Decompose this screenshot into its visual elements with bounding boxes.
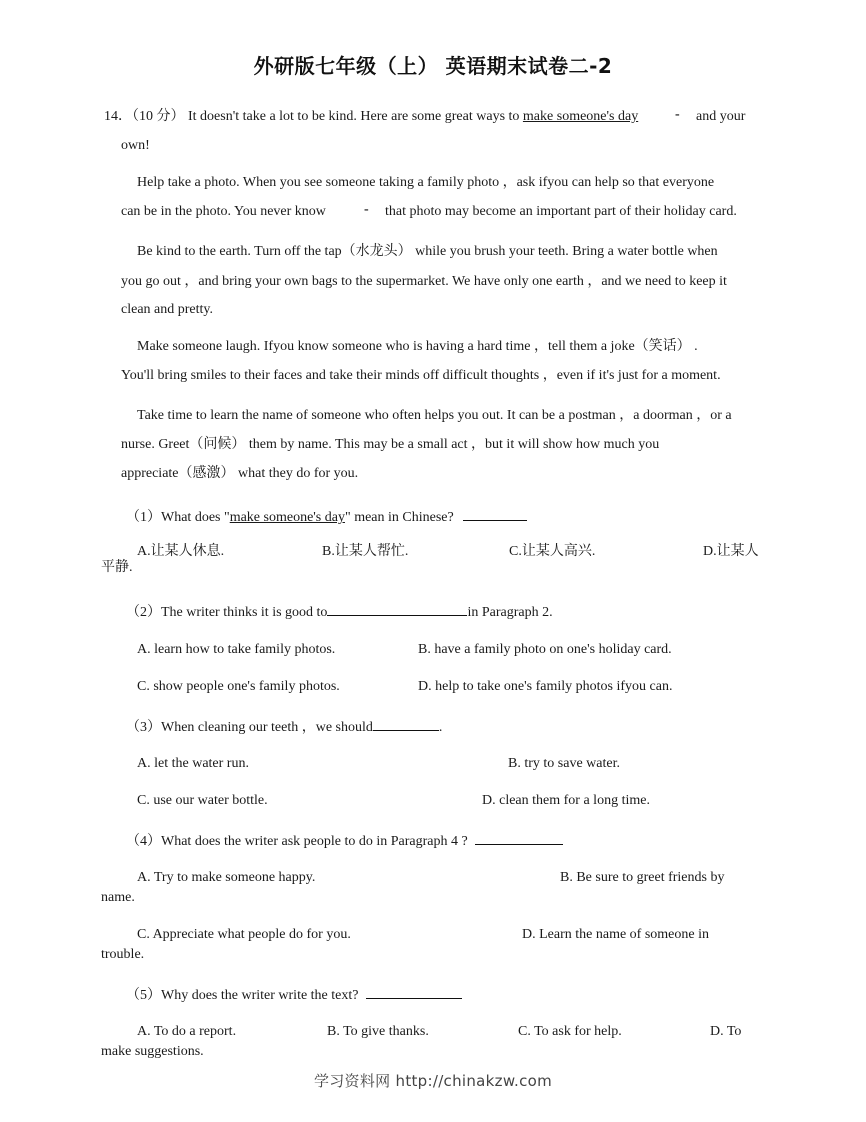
q1-stem-text: （1）What does ": [126, 510, 230, 525]
paragraph-3-line-1: Be kind to the earth. Turn off the tap（水龙头） while you brush your teeth. Bring a water bottle when: [137, 244, 718, 259]
q5-option-d[interactable]: D. To: [710, 1024, 742, 1039]
q4-option-b-cont: name.: [101, 890, 135, 905]
q5-stem: [126, 984, 462, 1005]
q2-option-c[interactable]: C. show people one's family photos.: [137, 679, 340, 694]
paragraph-4-line-1: Make someone laugh. Ifyou know someone who is having a hard time ，tell them a joke（笑话） .: [137, 339, 698, 354]
footer-watermark: 学习资料网 http://chinakzw.com: [313, 1072, 553, 1090]
q5-option-a[interactable]: A. To do a report.: [137, 1024, 237, 1039]
q4-stem-text: （4）What does the writer ask people to do in Paragraph 4 ?: [126, 834, 468, 849]
q1-option-d[interactable]: D.让某人: [703, 544, 759, 559]
q4-option-d[interactable]: D. Learn the name of someone in: [522, 927, 709, 942]
q1-option-a[interactable]: A.让某人休息.: [137, 544, 225, 559]
paragraph-5-line-2: nurse. Greet（问候） them by name. This may be a small act ，but it will show how much you: [121, 437, 660, 452]
q2-option-b[interactable]: B. have a family photo on one's holiday card.: [418, 642, 672, 657]
q3-option-d[interactable]: D. clean them for a long time.: [482, 793, 650, 808]
q3-answer-blank[interactable]: [373, 716, 439, 731]
q3-stem: [126, 716, 442, 737]
q3-option-a[interactable]: A. let the water run.: [137, 756, 249, 771]
q1-option-c[interactable]: C.让某人高兴.: [509, 544, 596, 559]
q1-stem-phrase: make someone's day: [229, 510, 345, 525]
q4-stem: [126, 830, 563, 851]
paragraph-3-line-2: you go out ，and bring your own bags to the supermarket. We have only one earth ，and we need to keep it: [121, 274, 727, 289]
q2-stem-text-end: in Paragraph 2.: [467, 605, 553, 620]
q3-option-c[interactable]: C. use our water bottle.: [137, 793, 268, 808]
q2-stem-text: （2）The writer thinks it is good to: [126, 605, 328, 620]
q2-option-a[interactable]: A. learn how to take family photos.: [137, 642, 336, 657]
q5-option-d-cont: make suggestions.: [101, 1044, 204, 1059]
q1-stem: [126, 506, 527, 527]
q2-stem: [126, 601, 553, 622]
q1-stem-text-end: " mean in Chinese?: [344, 510, 454, 525]
paragraph-2-line-1: Help take a photo. When you see someone taking a family photo ，ask ifyou can help so that everyone: [137, 175, 715, 190]
q3-stem-text-end: .: [438, 720, 443, 735]
intro-dash: -: [675, 107, 680, 122]
paragraph-2-dash: -: [364, 202, 369, 217]
q2-answer-blank[interactable]: [327, 601, 467, 616]
q1-option-d-cont: 平静.: [101, 560, 133, 575]
question-number: 14．（10 分）: [104, 109, 185, 124]
q5-stem-text: （5）Why does the writer write the text?: [126, 988, 359, 1003]
q4-option-a[interactable]: A. Try to make someone happy.: [137, 870, 316, 885]
q5-answer-blank[interactable]: [366, 984, 462, 999]
q1-option-b[interactable]: B.让某人帮忙.: [322, 544, 409, 559]
q4-answer-blank[interactable]: [475, 830, 563, 845]
paragraph-5-line-3: appreciate（感激） what they do for you.: [121, 466, 359, 481]
q4-option-c[interactable]: C. Appreciate what people do for you.: [137, 927, 351, 942]
paragraph-2-line-2a: can be in the photo. You never know: [121, 204, 326, 219]
intro-text-cont: own!: [121, 138, 150, 153]
question-intro-line: [104, 108, 638, 126]
q1-answer-blank[interactable]: [463, 506, 527, 521]
q2-option-d[interactable]: D. help to take one's family photos ifyou can.: [418, 679, 673, 694]
page-title: 外研版七年级（上） 英语期末试卷二-2: [253, 54, 613, 78]
q3-stem-text: （3）When cleaning our teeth ，we should: [126, 720, 373, 735]
paragraph-5-line-1: Take time to learn the name of someone who often helps you out. It can be a postman ，a doorman ，or a: [137, 408, 732, 423]
q5-option-b[interactable]: B. To give thanks.: [327, 1024, 429, 1039]
q4-option-d-cont: trouble.: [101, 947, 145, 962]
q4-option-b[interactable]: B. Be sure to greet friends by: [560, 870, 725, 885]
q3-option-b[interactable]: B. try to save water.: [508, 756, 620, 771]
paragraph-3-line-3: clean and pretty.: [121, 302, 213, 317]
paragraph-2-line-2b: that photo may become an important part of their holiday card.: [385, 204, 737, 219]
intro-text-end: and your: [696, 109, 746, 124]
intro-phrase: make someone's day: [522, 109, 639, 124]
intro-text: It doesn't take a lot to be kind. Here are some great ways to: [188, 109, 520, 124]
paragraph-4-line-2: You'll bring smiles to their faces and take their minds off difficult thoughts ，even if it's just for a moment.: [121, 368, 721, 383]
q5-option-c[interactable]: C. To ask for help.: [518, 1024, 622, 1039]
